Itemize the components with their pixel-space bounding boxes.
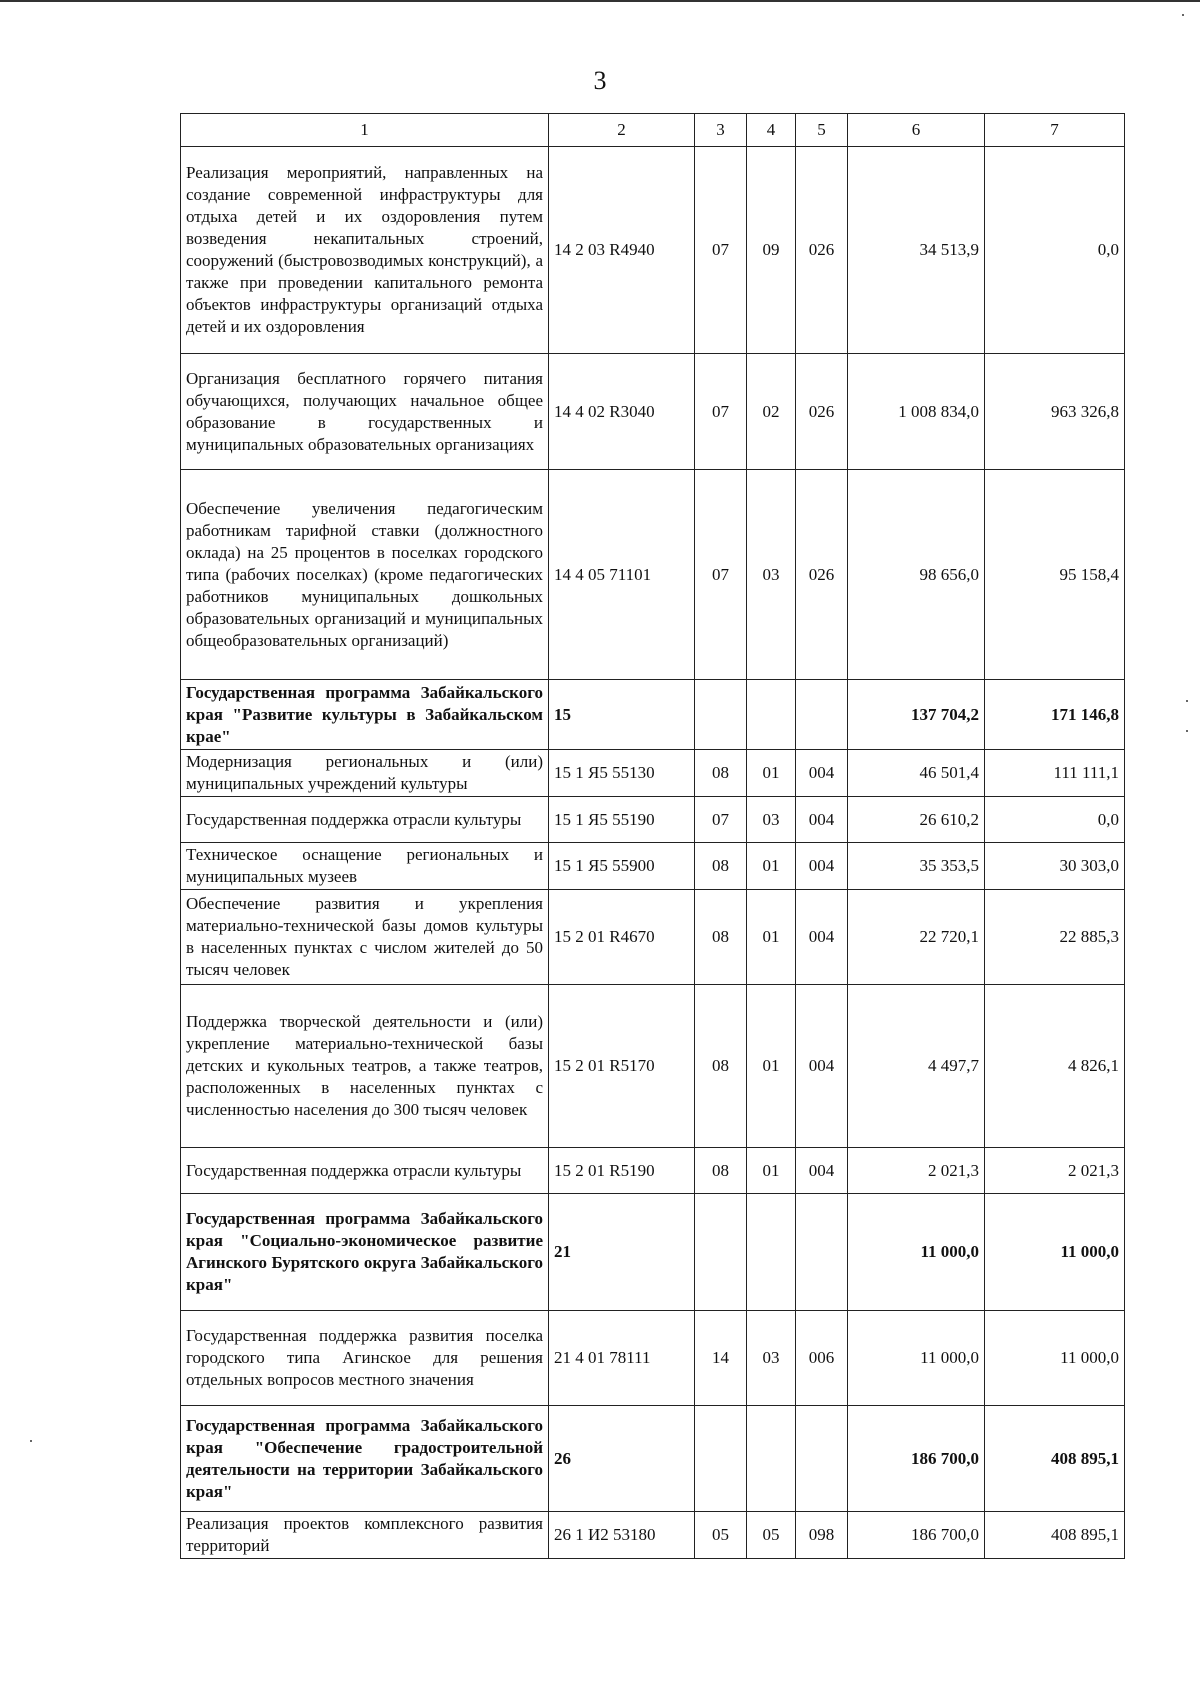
scan-speck bbox=[1186, 730, 1188, 732]
row-amount-year2: 30 303,0 bbox=[985, 843, 1125, 890]
row-amount-year1: 46 501,4 bbox=[848, 750, 985, 797]
scan-speck bbox=[1182, 14, 1184, 16]
row-expense-type: 098 bbox=[796, 1512, 848, 1559]
row-section bbox=[695, 1194, 747, 1311]
row-amount-year1: 34 513,9 bbox=[848, 147, 985, 354]
row-subsection: 01 bbox=[747, 843, 796, 890]
table-body bbox=[181, 147, 1125, 1559]
row-section: 08 bbox=[695, 843, 747, 890]
row-name: Обеспечение развития и укрепления материально-технической базы домов культуры в населенных пунктах с числом жителей до 50 тысяч человек bbox=[181, 890, 549, 985]
row-name: Организация бесплатного горячего питания обучающихся, получающих начальное общее образование в государственных и муниципальных образовательных организациях bbox=[181, 354, 549, 470]
row-expense-type: 004 bbox=[796, 985, 848, 1148]
row-amount-year2: 171 146,8 bbox=[985, 680, 1125, 750]
header-col-5: 5 bbox=[796, 114, 848, 147]
row-amount-year2: 4 826,1 bbox=[985, 985, 1125, 1148]
row-expense-type: 004 bbox=[796, 843, 848, 890]
row-expense-type: 004 bbox=[796, 797, 848, 843]
row-subsection: 01 bbox=[747, 985, 796, 1148]
row-name: Техническое оснащение региональных и муниципальных музеев bbox=[181, 843, 549, 890]
row-name: Поддержка творческой деятельности и (или) укрепление материально-технической базы детских и кукольных театров, а также театров, расположенных в населенных пунктах с численностью населения до 300 тысяч человек bbox=[181, 985, 549, 1148]
row-section bbox=[695, 1406, 747, 1512]
row-amount-year2: 0,0 bbox=[985, 797, 1125, 843]
table-row bbox=[181, 890, 1125, 985]
row-section: 08 bbox=[695, 750, 747, 797]
row-subsection: 01 bbox=[747, 890, 796, 985]
row-subsection: 05 bbox=[747, 1512, 796, 1559]
row-code: 14 4 05 71101 bbox=[549, 470, 695, 680]
row-code: 15 bbox=[549, 680, 695, 750]
row-amount-year2: 408 895,1 bbox=[985, 1406, 1125, 1512]
row-code: 21 4 01 78111 bbox=[549, 1311, 695, 1406]
row-amount-year1: 22 720,1 bbox=[848, 890, 985, 985]
row-section bbox=[695, 680, 747, 750]
table-row bbox=[181, 1148, 1125, 1194]
row-name: Модернизация региональных и (или) муниципальных учреждений культуры bbox=[181, 750, 549, 797]
row-section: 08 bbox=[695, 1148, 747, 1194]
row-amount-year1: 2 021,3 bbox=[848, 1148, 985, 1194]
header-col-2: 2 bbox=[549, 114, 695, 147]
row-subsection bbox=[747, 1194, 796, 1311]
row-expense-type: 004 bbox=[796, 750, 848, 797]
row-section: 05 bbox=[695, 1512, 747, 1559]
row-expense-type: 004 bbox=[796, 890, 848, 985]
row-amount-year2: 111 111,1 bbox=[985, 750, 1125, 797]
row-name: Государственная программа Забайкальского края "Развитие культуры в Забайкальском крае" bbox=[181, 680, 549, 750]
header-col-6: 6 bbox=[848, 114, 985, 147]
row-name: Государственная поддержка отрасли культуры bbox=[181, 1148, 549, 1194]
row-subsection: 01 bbox=[747, 1148, 796, 1194]
row-subsection: 03 bbox=[747, 470, 796, 680]
row-code: 26 bbox=[549, 1406, 695, 1512]
row-code: 15 2 01 R5190 bbox=[549, 1148, 695, 1194]
table-row bbox=[181, 680, 1125, 750]
row-amount-year1: 1 008 834,0 bbox=[848, 354, 985, 470]
row-expense-type: 006 bbox=[796, 1311, 848, 1406]
row-amount-year2: 0,0 bbox=[985, 147, 1125, 354]
table-row bbox=[181, 750, 1125, 797]
row-expense-type: 026 bbox=[796, 147, 848, 354]
row-section: 07 bbox=[695, 354, 747, 470]
header-col-7: 7 bbox=[985, 114, 1125, 147]
row-amount-year1: 4 497,7 bbox=[848, 985, 985, 1148]
row-expense-type: 026 bbox=[796, 354, 848, 470]
table-row bbox=[181, 354, 1125, 470]
row-subsection bbox=[747, 680, 796, 750]
row-amount-year2: 22 885,3 bbox=[985, 890, 1125, 985]
page-number: 3 bbox=[593, 66, 607, 95]
row-amount-year1: 186 700,0 bbox=[848, 1406, 985, 1512]
row-expense-type bbox=[796, 1406, 848, 1512]
budget-table bbox=[180, 113, 1125, 1559]
row-subsection bbox=[747, 1406, 796, 1512]
row-subsection: 09 bbox=[747, 147, 796, 354]
row-expense-type: 026 bbox=[796, 470, 848, 680]
top-scan-edge bbox=[0, 0, 1200, 2]
header-col-4: 4 bbox=[747, 114, 796, 147]
row-code: 15 1 Я5 55900 bbox=[549, 843, 695, 890]
row-code: 15 2 01 R5170 bbox=[549, 985, 695, 1148]
row-amount-year1: 11 000,0 bbox=[848, 1311, 985, 1406]
row-code: 15 1 Я5 55130 bbox=[549, 750, 695, 797]
row-section: 14 bbox=[695, 1311, 747, 1406]
table-row bbox=[181, 147, 1125, 354]
row-amount-year2: 408 895,1 bbox=[985, 1512, 1125, 1559]
table-row bbox=[181, 797, 1125, 843]
row-amount-year2: 2 021,3 bbox=[985, 1148, 1125, 1194]
row-name: Реализация мероприятий, направленных на создание современной инфраструктуры для отдыха детей и их оздоровления путем возведения некапитальных строений, сооружений (быстровозводимых конструкций), а также при проведении капитального ремонта объектов инфраструктуры организаций отдыха детей и их оздоровления bbox=[181, 147, 549, 354]
row-code: 14 4 02 R3040 bbox=[549, 354, 695, 470]
scan-speck bbox=[1186, 700, 1188, 702]
row-amount-year1: 186 700,0 bbox=[848, 1512, 985, 1559]
row-name: Реализация проектов комплексного развития территорий bbox=[181, 1512, 549, 1559]
row-code: 21 bbox=[549, 1194, 695, 1311]
header-col-3: 3 bbox=[695, 114, 747, 147]
row-code: 26 1 И2 53180 bbox=[549, 1512, 695, 1559]
table-row bbox=[181, 1311, 1125, 1406]
row-code: 15 2 01 R4670 bbox=[549, 890, 695, 985]
row-amount-year1: 11 000,0 bbox=[848, 1194, 985, 1311]
row-amount-year1: 98 656,0 bbox=[848, 470, 985, 680]
row-amount-year1: 26 610,2 bbox=[848, 797, 985, 843]
row-name: Государственная поддержка развития поселка городского типа Агинское для решения отдельных вопросов местного значения bbox=[181, 1311, 549, 1406]
row-code: 15 1 Я5 55190 bbox=[549, 797, 695, 843]
row-code: 14 2 03 R4940 bbox=[549, 147, 695, 354]
row-section: 07 bbox=[695, 147, 747, 354]
row-expense-type: 004 bbox=[796, 1148, 848, 1194]
table-row bbox=[181, 1406, 1125, 1512]
table-row bbox=[181, 843, 1125, 890]
row-subsection: 01 bbox=[747, 750, 796, 797]
row-amount-year1: 137 704,2 bbox=[848, 680, 985, 750]
row-expense-type bbox=[796, 680, 848, 750]
table-row bbox=[181, 1194, 1125, 1311]
row-name: Государственная программа Забайкальского края "Обеспечение градостроительной деятельности на территории Забайкальского края" bbox=[181, 1406, 549, 1512]
header-col-1: 1 bbox=[181, 114, 549, 147]
table-row bbox=[181, 1512, 1125, 1559]
row-section: 08 bbox=[695, 985, 747, 1148]
row-name: Государственная поддержка отрасли культуры bbox=[181, 797, 549, 843]
table-row bbox=[181, 470, 1125, 680]
row-amount-year2: 95 158,4 bbox=[985, 470, 1125, 680]
row-section: 07 bbox=[695, 797, 747, 843]
row-amount-year2: 11 000,0 bbox=[985, 1194, 1125, 1311]
table-row bbox=[181, 985, 1125, 1148]
header-row bbox=[181, 114, 1125, 147]
row-subsection: 03 bbox=[747, 1311, 796, 1406]
row-section: 07 bbox=[695, 470, 747, 680]
row-expense-type bbox=[796, 1194, 848, 1311]
row-amount-year2: 11 000,0 bbox=[985, 1311, 1125, 1406]
row-name: Обеспечение увеличения педагогическим работникам тарифной ставки (должностного оклада) на 25 процентов в поселках городского типа (рабочих поселках) (кроме педагогических работников муниципальных дошкольных образовательных организаций и муниципальных общеобразовательных организаций) bbox=[181, 470, 549, 680]
row-amount-year1: 35 353,5 bbox=[848, 843, 985, 890]
row-subsection: 02 bbox=[747, 354, 796, 470]
row-subsection: 03 bbox=[747, 797, 796, 843]
row-section: 08 bbox=[695, 890, 747, 985]
row-amount-year2: 963 326,8 bbox=[985, 354, 1125, 470]
scan-speck bbox=[30, 1440, 32, 1442]
row-name: Государственная программа Забайкальского края "Социально-экономическое развитие Агинского Бурятского округа Забайкальского края" bbox=[181, 1194, 549, 1311]
